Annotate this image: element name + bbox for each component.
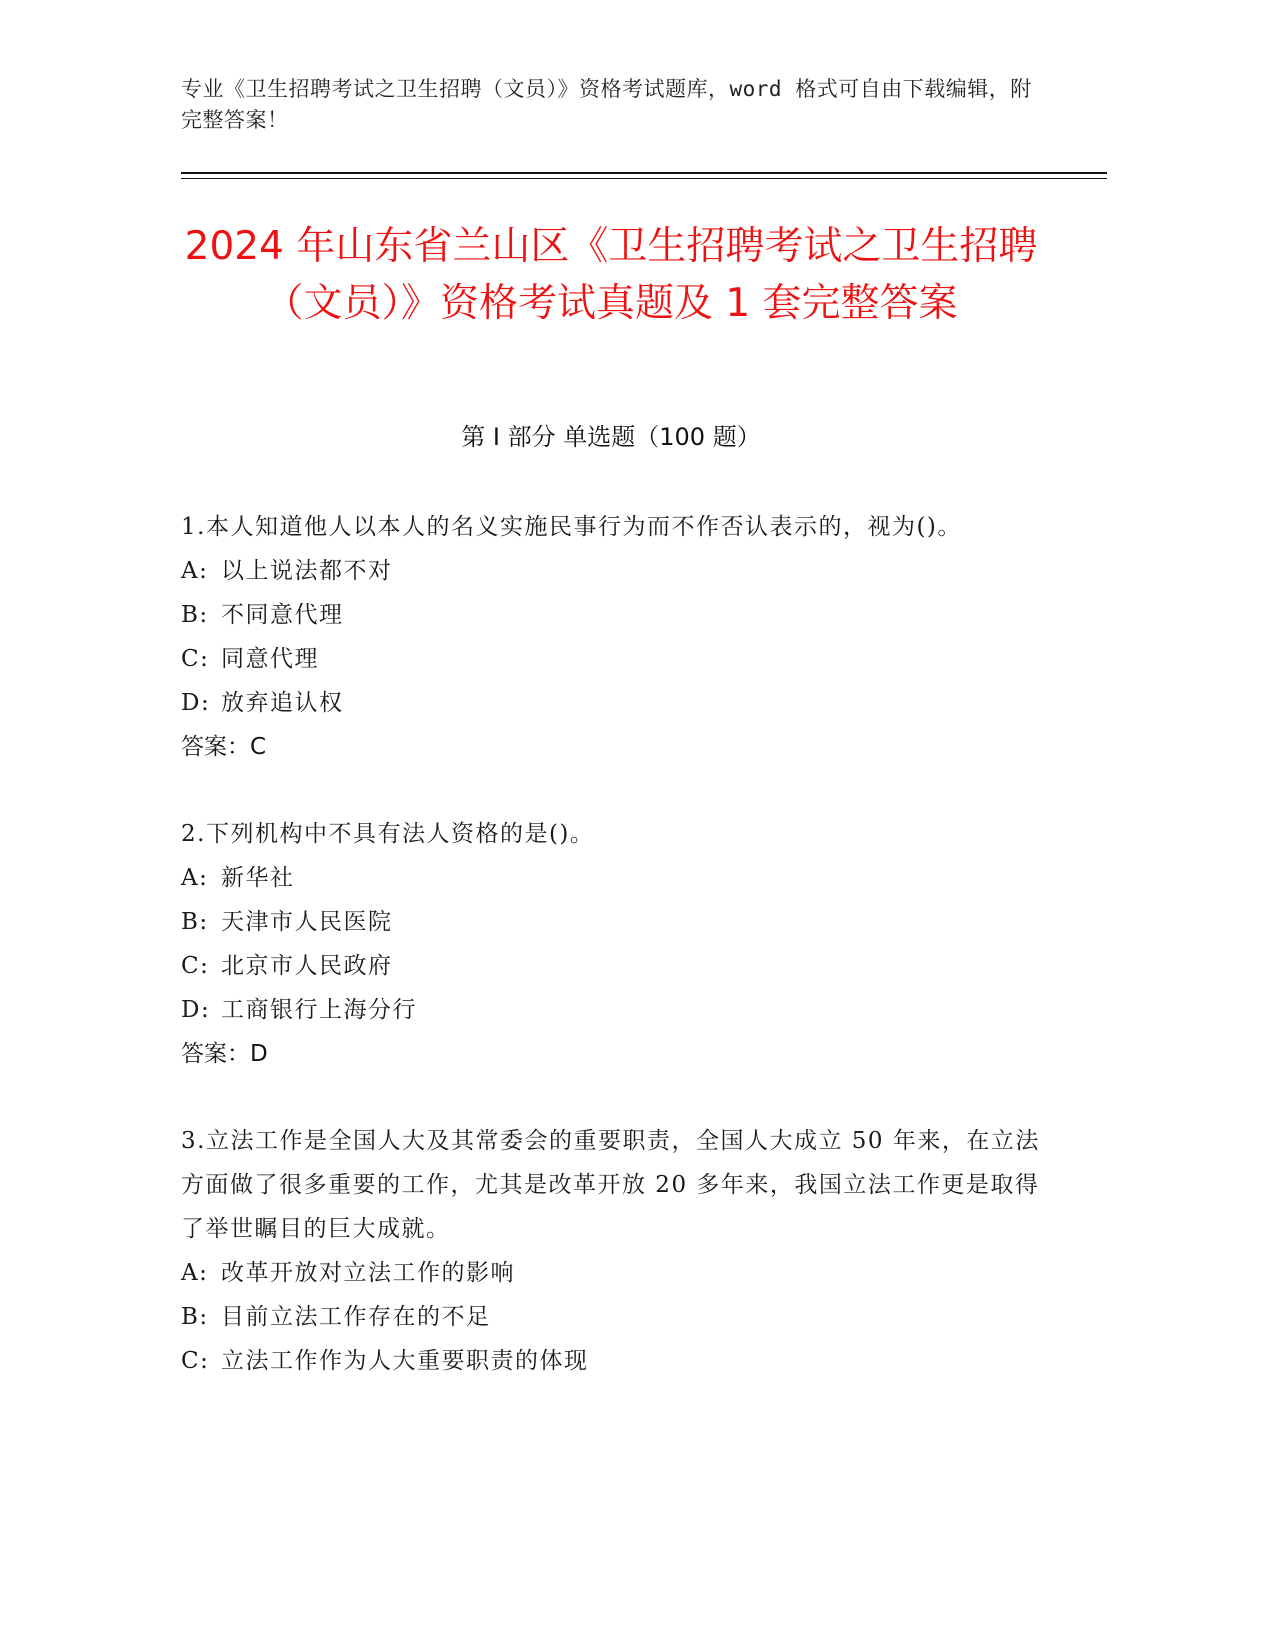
option-text: 工商银行上海分行 — [221, 997, 417, 1023]
option-text: 不同意代理 — [221, 602, 344, 628]
question-item — [181, 1119, 1041, 1383]
option-key: A: — [181, 558, 209, 584]
option-text: 以上说法都不对 — [221, 558, 393, 584]
header-note: 专业《卫生招聘考试之卫生招聘（文员）》资格考试题库，word 格式可自由下载编辑，附完整答案！ — [181, 77, 1032, 132]
option-c — [181, 637, 1041, 681]
option-c — [181, 944, 1041, 988]
option-b — [181, 1295, 1041, 1339]
option-b — [181, 900, 1041, 944]
answer-line: 答案：C — [181, 734, 267, 760]
question-item — [181, 812, 1041, 1076]
option-key: D: — [181, 690, 211, 716]
option-d — [181, 681, 1041, 725]
option-key: C: — [181, 646, 210, 672]
option-key: B: — [181, 1304, 209, 1330]
option-key: C: — [181, 953, 210, 979]
option-key: D: — [181, 997, 211, 1023]
option-text: 北京市人民政府 — [221, 953, 393, 979]
question-text: 3.立法工作是全国人大及其常委会的重要职责，全国人大成立 50 年来，在立法方面做了很多重要的工作，尤其是改革开放 20 多年来，我国立法工作更是取得了举世瞩目的巨大成就。 — [181, 1128, 1040, 1242]
question-text: 1.本人知道他人以本人的名义实施民事行为而不作否认表示的，视为()。 — [181, 514, 962, 540]
option-text: 目前立法工作存在的不足 — [221, 1304, 491, 1330]
option-key: A: — [181, 865, 209, 891]
option-d — [181, 988, 1041, 1032]
option-a — [181, 549, 1041, 593]
question-list — [181, 505, 1041, 1426]
option-text: 新华社 — [221, 865, 295, 891]
option-key: B: — [181, 602, 209, 628]
option-text: 改革开放对立法工作的影响 — [221, 1260, 515, 1286]
option-key: C: — [181, 1348, 210, 1374]
option-key: B: — [181, 909, 209, 935]
document-title: 2024 年山东省兰山区《卫生招聘考试之卫生招聘（文员）》资格考试真题及 1 套完整答案 — [184, 224, 1038, 326]
answer-line: 答案：D — [181, 1041, 268, 1067]
question-item — [181, 505, 1041, 769]
option-b — [181, 593, 1041, 637]
option-a — [181, 856, 1041, 900]
option-key: A: — [181, 1260, 209, 1286]
option-c — [181, 1339, 1041, 1383]
question-text: 2.下列机构中不具有法人资格的是()。 — [181, 821, 595, 847]
option-text: 天津市人民医院 — [221, 909, 393, 935]
header-divider-thick — [181, 172, 1107, 174]
option-text: 同意代理 — [221, 646, 319, 672]
header-divider-thin — [181, 178, 1107, 179]
section-title: 第 I 部分 单选题（100 题） — [461, 423, 761, 451]
option-text: 放弃追认权 — [221, 690, 344, 716]
option-a — [181, 1251, 1041, 1295]
option-text: 立法工作作为人大重要职责的体现 — [221, 1348, 589, 1374]
